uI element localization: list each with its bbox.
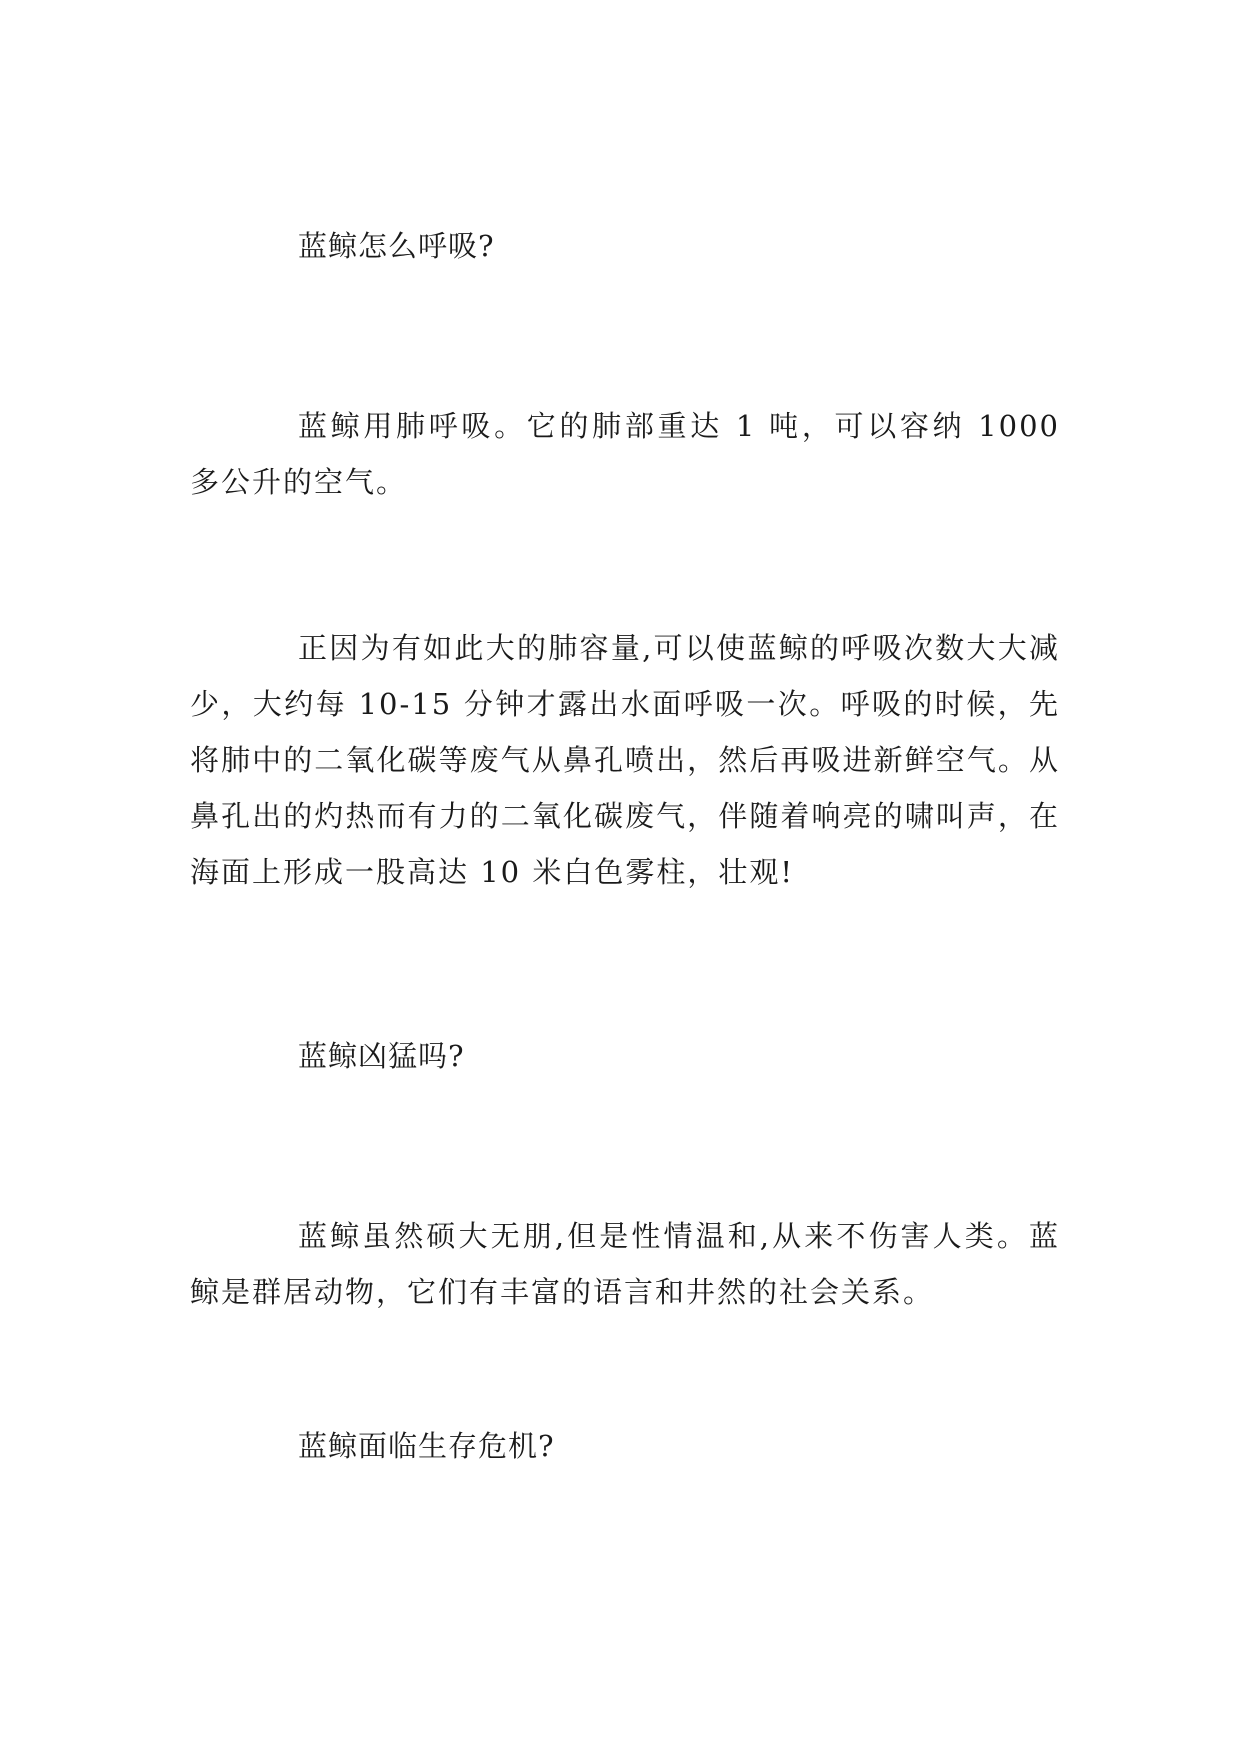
paragraph-breathing-detail: 正因为有如此大的肺容量,可以使蓝鲸的呼吸次数大大减少，大约每 10-15 分钟才露出水面呼吸一次。呼吸的时候，先将肺中的二氧化碳等废气从鼻孔喷出，然后再吸进新鲜空气。从鼻孔出的灼热而有力的二氧化碳废气，伴随着响亮的啸叫声，在海面上形成一股高达 10 米白色雾柱，壮观! [190, 631, 1060, 889]
section-heading-breathing: 蓝鲸怎么呼吸? [298, 229, 495, 263]
section-heading-survival-crisis: 蓝鲸面临生存危机? [298, 1429, 555, 1463]
paragraph-lungs: 蓝鲸用肺呼吸。它的肺部重达 1 吨，可以容纳 1000 多公升的空气。 [190, 409, 1060, 499]
paragraph-temperament: 蓝鲸虽然硕大无朋,但是性情温和,从来不伤害人类。蓝鲸是群居动物，它们有丰富的语言和井然的社会关系。 [190, 1219, 1060, 1309]
section-heading-ferocity: 蓝鲸凶猛吗? [298, 1039, 465, 1073]
